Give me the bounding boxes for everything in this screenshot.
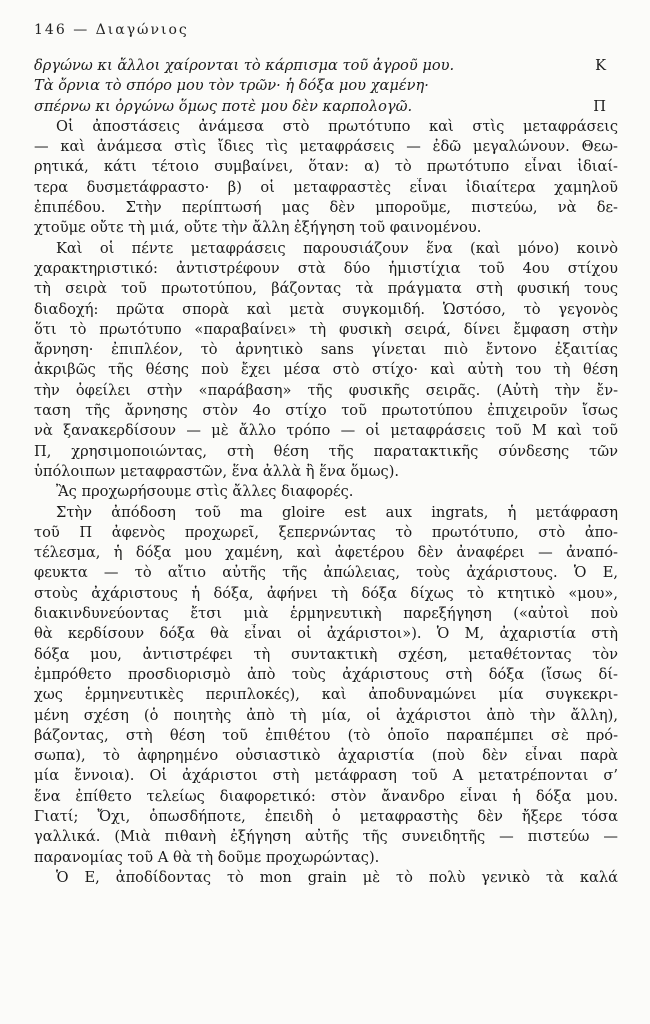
- body-line: ἄρνηση· ἐπιπλέον, τὸ ἀρνητικὸ sans γίνεται πιὸ ἔντονο ἐξαιτίας: [34, 341, 618, 359]
- body-line: Στὴν ἀπόδοση τοῦ ma gloire est aux ingrats, ἡ μετάφραση: [56, 503, 618, 521]
- body-line: ἕνα ἐπίθετο τελείως διαφορετικό: στὸν ἄνανδρο εἶναι ἡ δόξα μου.: [34, 787, 618, 805]
- body-line: δόξα μου, ἀντιστρέφει τὴ συντακτικὴ σχέση, μεταθέτοντας τὸν: [34, 645, 618, 663]
- body-line: Π, χρησιμοποιώντας, στὴ θέση τῆς παρατακτικῆς σύνδεσης τῶν: [34, 442, 618, 460]
- body-line: Ἂς προχωρήσουμε στὶς ἄλλες διαφορές.: [56, 483, 354, 501]
- body-line: νὰ ξανακερδίσουν — μὲ ἄλλο τρόπο — οἱ μεταφράσεις τοῦ Μ καὶ τοῦ: [34, 422, 618, 440]
- translator-mark: Π: [593, 97, 606, 115]
- verse-line: [34, 97, 618, 117]
- translator-mark: Κ: [595, 57, 606, 74]
- body-line: χτοῦμε οὔτε τὴ μιά, οὔτε τὴν ἄλλη ἐξήγηση τοῦ φαινομένου.: [34, 219, 482, 237]
- body-line: ρητικά, κάτι τέτοιο συμβαίνει, ὅταν: α) τὸ πρωτότυπο εἶναι ἰδιαί-: [34, 158, 618, 176]
- body-line: θὰ κερδίσουν δόξα θὰ εἶναι οἱ ἀχάριστοι»). Ὁ Μ, ἀχαριστία στὴ: [34, 625, 618, 643]
- verse-line: [34, 56, 618, 76]
- page-body: [34, 56, 618, 888]
- body-line: βάζοντας, στὴ θέση τοῦ ἐπιθέτου (τὸ ὁποῖο παραπέμπει σὲ πρό-: [34, 726, 618, 744]
- body-line: ταση τῆς ἄρνησης στὸν 4ο στίχο τοῦ πρωτοτύπου ἐπιχειροῦν ἴσως: [34, 402, 618, 420]
- body-line: παρανομίας τοῦ Α θὰ τὴ δοῦμε προχωρώντας).: [34, 848, 380, 866]
- body-line: ἐμπρόθετο προσδιορισμὸ ἀπὸ τοὺς ἀχάριστους στὴ δόξα (ἴσως δί-: [34, 665, 618, 683]
- page-number: 146: [34, 22, 67, 38]
- body-line: Γιατί; Ὄχι, ὁπωσδήποτε, ἐπειδὴ ὁ μεταφραστὴς δὲν ἤξερε τόσα: [34, 807, 618, 825]
- running-title: Διαγώνιος: [95, 22, 189, 38]
- body-line: τερα δυσμετάφραστο· β) οἱ μεταφραστὲς εἶναι ἰδιαίτερα χαμηλοῦ: [34, 178, 618, 196]
- body-line: χως ἑρμηνευτικὲς περιπλοκές), καὶ ἀποδυναμώνει μία συγκεκρι-: [34, 686, 618, 704]
- body-line: ἀκριβῶς τῆς θέσης ποὺ ἔχει μέσα στὸ στίχο· καὶ αὐτὴ του τὴ θέση: [34, 361, 618, 379]
- body-line: ὅτι τὸ πρωτότυπο «παραβαίνει» τὴ φυσικὴ σειρά, δίνει ἔμφαση στὴν: [34, 320, 618, 338]
- body-line: ὑπόλοιπων μεταφραστῶν, ἕνα ἀλλὰ ἢ ἕνα ὅμως).: [34, 462, 400, 480]
- verse-text: δργώνω κι ἄλλοι χαίρονται τὸ κάρπισμα τοῦ ἀγροῦ μου.: [34, 57, 455, 74]
- body-line: φευκτα — τὸ αἴτιο αὐτῆς τῆς ἀπώλειας, τοὺς ἀχάριστους. Ὁ Ε,: [34, 564, 618, 582]
- body-line: τὴ σειρὰ τοῦ πρωτοτύπου, βάζοντας τὰ πράγματα στὴ φυσική τους: [34, 280, 618, 298]
- body-line: μένη σχέση (ὁ ποιητὴς ἀπὸ τὴ μία, οἱ ἀχάριστοι ἀπὸ τὴν ἄλλη),: [34, 706, 618, 724]
- body-line: Καὶ οἱ πέντε μεταφράσεις παρουσιάζουν ἕνα (καὶ μόνο) κοινὸ: [56, 239, 618, 257]
- body-line: γαλλικά. (Μιὰ πιθανὴ ἐξήγηση αὐτῆς τῆς συνειδητῆς — πιστεύω —: [34, 828, 618, 846]
- verse-line: [34, 76, 618, 96]
- body-line: Ὁ Ε, ἀποδίδοντας τὸ mon grain μὲ τὸ πολὺ γενικὸ τὰ καλά: [56, 868, 618, 886]
- body-line: τέλεσμα, ἡ δόξα μου χαμένη, καὶ ἀφετέρου δὲν ἀναφέρει — ἀναπό-: [34, 544, 618, 562]
- header-separator: —: [73, 22, 90, 38]
- body-line: στοὺς ἀχάριστους ἡ δόξα, ἀφήνει τὴ δόξα δίχως τὸ κτητικὸ «μου»,: [34, 584, 618, 602]
- body-line: μία ἔννοια). Οἱ ἀχάριστοι στὴ μετάφραση τοῦ Α μετατρέπονται σ’: [34, 767, 618, 785]
- body-line: διαδοχή: πρῶτα σπορὰ καὶ μετὰ συγκομιδή. Ὡστόσο, τὸ γεγονὸς: [34, 300, 618, 318]
- body-line: διακινδυνεύοντας ἔτσι μιὰ ἑρμηνευτικὴ παρεξήγηση («αὐτοὶ ποὺ: [34, 605, 618, 623]
- body-line: σωπα), τὸ ἀφηρημένο οὐσιαστικὸ ἀχαριστία (ποὺ δὲν εἶναι παρὰ: [34, 747, 618, 765]
- verse-text: Τὰ ὄρνια τὸ σπόρο μου τὸν τρῶν· ἡ δόξα μου χαμένη·: [34, 77, 429, 95]
- verse-text: σπέρνω κι ὀργώνω ὅμως ποτὲ μου δὲν καρπολογῶ.: [34, 97, 413, 115]
- body-line: Οἱ ἀποστάσεις ἀνάμεσα στὸ πρωτότυπο καὶ στὶς μεταφράσεις: [56, 117, 618, 135]
- body-line: τοῦ Π ἀφενὸς προχωρεῖ, ξεπερνώντας τὸ πρωτότυπο, στὸ ἀπο-: [34, 523, 618, 541]
- body-line: τὴν ὀφείλει στὴν «παράβαση» τῆς φυσικῆς σειρᾶς. (Αὐτὴ τὴν ἔν-: [34, 381, 618, 399]
- running-header: [34, 22, 189, 38]
- body-line: ἐπιπέδου. Στὴν περίπτωσή μας δὲν μποροῦμε, πιστεύω, νὰ δε-: [34, 199, 618, 217]
- body-line: χαρακτηριστικό: ἀντιστρέφουν στὰ δύο ἡμιστίχια τοῦ 4ου στίχου: [34, 259, 618, 277]
- body-line: — καὶ ἀνάμεσα στὶς ἴδιες τὶς μεταφράσεις — ἐδῶ μεγαλώνουν. Θεω-: [34, 138, 618, 156]
